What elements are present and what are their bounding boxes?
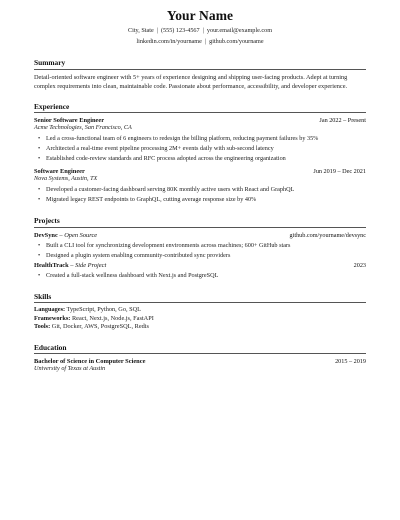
skills-frameworks (34, 315, 366, 324)
resume-name: Your Name (166, 8, 234, 23)
project-bullets (34, 241, 366, 261)
job-company: Nova Systems, Austin, TX (34, 175, 98, 182)
contact-line-2 (34, 37, 366, 48)
project-dash: – (68, 261, 76, 269)
summary-text: Detail-oriented software engineer with 5+ years of experience designing and shipping user-facing products. Adept at turning complex requirements into clean, maintainable code. Passionate about performance, accessibility, and developer experience. (34, 73, 348, 90)
job-entry (34, 117, 366, 164)
job-entry (34, 168, 366, 205)
project-year: 2023 (353, 261, 366, 269)
bullet-item: • Architected a real-time event pipeline processing 2M+ events daily with sub-second latency (38, 144, 366, 154)
education-school: University of Texas at Austin (34, 365, 106, 373)
job-bullets (34, 134, 366, 164)
contact-github[interactable]: github.com/yourname (209, 37, 264, 45)
contact-location: City, State (127, 27, 154, 34)
contact-line-1 (34, 26, 366, 37)
education-dates: 2015 – 2019 (335, 358, 366, 366)
skills-value: Git, Docker, AWS, PostgreSQL, Redis (50, 323, 149, 331)
section-title-projects: Projects (34, 216, 366, 228)
job-header (34, 117, 366, 124)
job-role: Software Engineer (34, 168, 85, 175)
section-title-experience: Experience (34, 102, 366, 114)
job-company: Acme Technologies, San Francisco, CA (34, 124, 132, 131)
education-degree: Bachelor of Science in Computer Science (34, 358, 146, 366)
project-subtitle: Open Source (64, 231, 98, 239)
project-title (34, 232, 97, 239)
skills-value: TypeScript, Python, Go, SQL (65, 306, 142, 313)
project-title (34, 262, 106, 269)
contact-separator: | (156, 27, 158, 34)
education-entry (34, 358, 366, 373)
project-entry (34, 262, 366, 281)
skills-value: React, Next.js, Node.js, FastAPI (70, 314, 154, 322)
project-link[interactable]: github.com/yourname/devsync (289, 231, 366, 239)
bullet-item: • Built a CLI tool for synchronizing development environments across machines; 600+ GitHub stars (38, 241, 366, 251)
project-header (34, 262, 366, 269)
bullet-item: • Established code-review standards and RFC process adopted across the engineering organization (38, 154, 366, 164)
job-header (34, 168, 366, 175)
bullet-item: • Migrated legacy REST endpoints to GraphQL, cutting average response size by 40% (38, 195, 366, 205)
contact-linkedin[interactable]: linkedin.com/in/yourname (136, 37, 202, 45)
job-role: Senior Software Engineer (34, 117, 105, 124)
project-name: DevSync (34, 231, 58, 239)
skills-label: Languages: (34, 306, 66, 313)
job-bullets (34, 185, 366, 205)
project-subtitle: Side Project (75, 261, 107, 269)
education-header (34, 358, 366, 365)
project-entry (34, 232, 366, 261)
project-dash: – (57, 231, 65, 239)
project-bullets (34, 271, 366, 281)
project-header (34, 232, 366, 239)
bullet-item: • Designed a plugin system enabling community-contributed sync providers (38, 251, 366, 261)
skills-label: Frameworks: (34, 314, 71, 322)
bullet-item: • Led a cross-functional team of 6 engineers to redesign the billing platform, reducing payment failures by 35% (38, 134, 366, 144)
section-title-summary: Summary (34, 58, 366, 70)
bullet-item: • Created a full-stack wellness dashboard with Next.js and PostgreSQL (38, 271, 366, 281)
skills-label: Tools: (34, 323, 51, 331)
contact-phone: (555) 123-4567 (160, 27, 200, 34)
job-dates: Jan 2022 – Present (319, 117, 366, 124)
bullet-item: • Developed a customer-facing dashboard serving 80K monthly active users with React and GraphQL (38, 185, 366, 195)
project-name: HealthTrack (34, 261, 69, 269)
section-title-education: Education (34, 343, 366, 355)
skills-block (34, 306, 366, 332)
job-dates: Jun 2019 – Dec 2021 (313, 168, 366, 175)
skills-languages (34, 306, 366, 315)
contact-separator: | (202, 27, 204, 34)
contact-separator: | (204, 37, 207, 45)
section-title-skills: Skills (34, 292, 366, 304)
skills-tools (34, 323, 366, 332)
contact-email[interactable]: your.email@example.com (206, 27, 273, 34)
